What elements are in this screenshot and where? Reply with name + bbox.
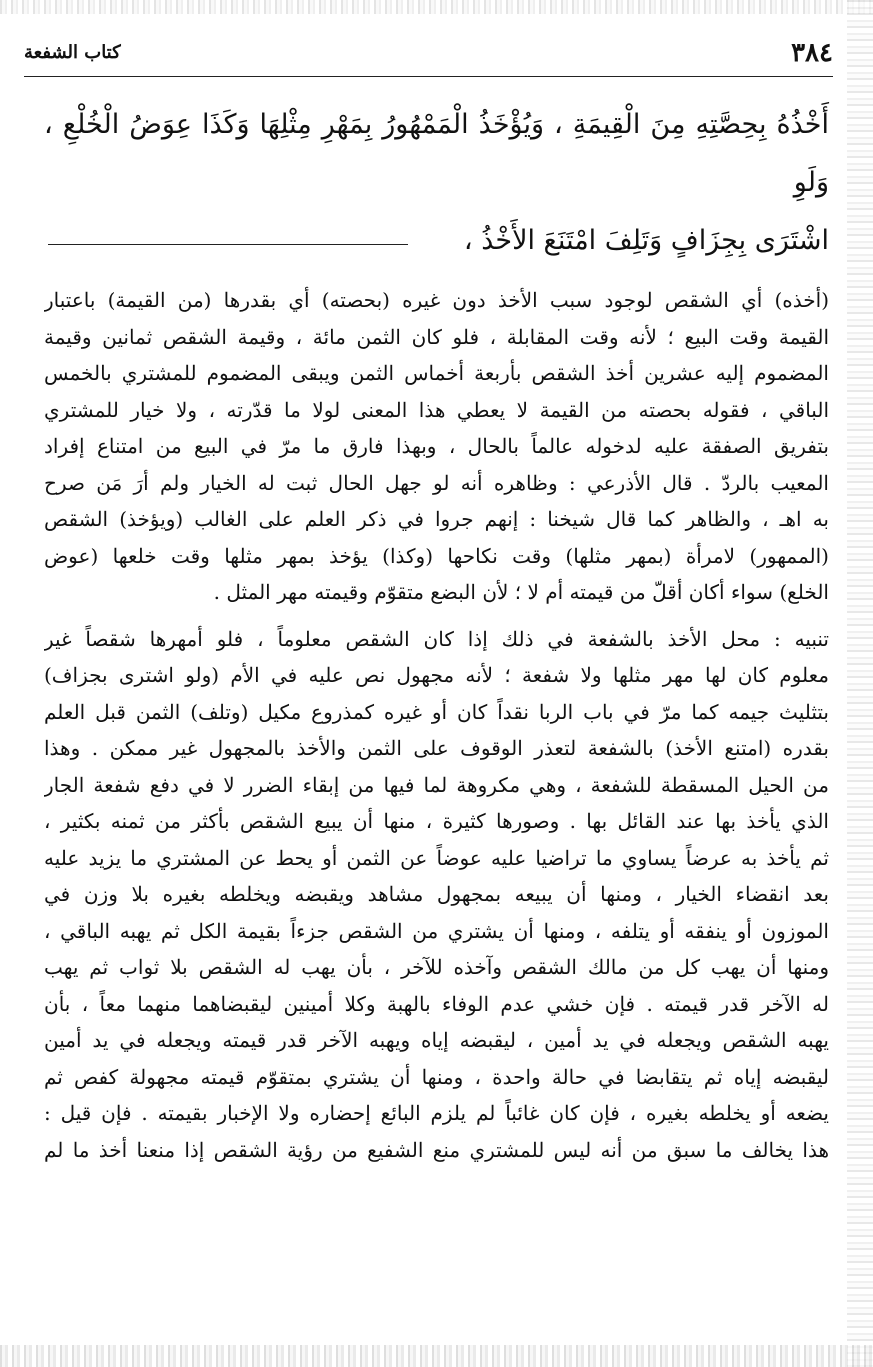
commentary-paragraph-1 xyxy=(44,282,829,611)
text-line: (الممهور) لامرأة (بمهر مثلها) وقت نكاحها (وكذا) يؤخذ بمهر مثلها وقت خلعها (عوض xyxy=(44,543,829,568)
commentary-paragraph-2 xyxy=(44,621,829,1169)
text-line: يضعه أو يخلطه بغيره ، فإن كان غائباً لم يلزم البائع إحضاره ولا الإخبار بقيمته . فإن قيل : xyxy=(44,1101,829,1125)
text-line: معلوم كان لها مهر مثلها ولا شفعة ؛ لأنه مجهول نص عليه في الأم (ولو اشترى بجزاف) xyxy=(44,663,829,687)
commentary-text xyxy=(44,282,829,1168)
text-line: ليقبضه إياه ثم يتقابضا في حالة واحدة ، ومنها أن يشتري بمتقوّم قيمته مجهولة كفص ثم xyxy=(44,1064,829,1089)
paragraph-gap xyxy=(44,611,829,621)
text-line: ثم يأخذ به عرضاً يساوي ما تراضيا عليه عوضاً عن الثمن أو يحط عن المشتري ما يزيد عليه xyxy=(44,845,829,870)
text-line: القيمة وقت البيع ؛ لأنه وقت المقابلة ، فلو كان الثمن مائة ، وقيمة الشقص ثمانين وقيمة xyxy=(44,324,829,349)
text-line: الموزون أو ينفقه أو يتلفه ، ومنها أن يشتري من الشقص جزءاً بقيمة الكل ثم يهبه الباقي ، xyxy=(44,918,829,943)
text-line: تنبيه : محل الأخذ بالشفعة في ذلك إذا كان الشقص معلوماً ، فلو أمهرها شقصاً غير xyxy=(44,626,829,651)
text-line: الذي يأخذ بها عند القائل بها . وصورها كثيرة ، منها أن يبيع الشقص بأكثر من ثمنه بكثير ، xyxy=(44,809,829,833)
text-line: به اهـ ، والظاهر كما قال شيخنا : إنهم جروا في ذكر العلم على الغالب (ويؤخذ) الشقص xyxy=(44,507,829,531)
text-line: هذا يخالف ما سبق من أنه ليس للمشتري منع الشفيع من رؤية الشقص إذا منعنا أخذ ما لم xyxy=(44,1137,829,1162)
text-line: يهبه الشقص ويجعله في يد أمين ، ليقبضه إياه ويهبه الآخر قدر قيمته ويجعله في يد أمين xyxy=(44,1028,829,1052)
text-line: له الآخر قدر قيمته . فإن خشي عدم الوفاء بالهبة وكلا أمينين ليقبضاهما منهما معاً ، بأن xyxy=(44,991,829,1016)
text-line: من الحيل المسقطة للشفعة ، وهي مكروهة لما فيها من إبقاء الضرر لا في دفع شفعة الجار xyxy=(44,772,829,797)
header-rule xyxy=(24,76,833,77)
matn-separator-rule xyxy=(48,244,408,245)
text-line: المضموم إليه عشرين أخذ الشقص بأربعة أخماس الثمن ويبقى المضموم للمشتري بالخمس xyxy=(44,361,829,385)
text-line: ومنها أن يهب كل من مالك الشقص وآخذه للآخر ، بأن يهب له الشقص بلا ثواب ثم يهب xyxy=(44,955,829,979)
page-number: ٣٨٤ xyxy=(791,38,833,68)
matn-line: أَخْذُهُ بِحِصَّتِهِ مِنَ الْقِيمَةِ ، وَيُؤْخَذُ الْمَمْهُورُ بِمَهْرِ مِثْلِهَا وَكَذَا عِوَضُ الْخُلْعِ ، وَلَوِ xyxy=(44,109,829,198)
running-head xyxy=(24,38,833,78)
text-line: بعد انقضاء الخيار ، ومنها أن يبيعه بمجهول مشاهد ويقبضه ويخلطه بغيره بلا وزن في xyxy=(44,882,829,906)
text-line: (أخذه) أي الشقص لوجود سبب الأخذ دون غيره (بحصته) أي بقدرها (من القيمة) باعتبار xyxy=(44,288,829,312)
scan-edge-bottom xyxy=(0,1345,873,1367)
scan-edge-right xyxy=(847,0,873,1367)
scan-edge-top xyxy=(0,0,873,14)
matn-line: اشْتَرَى بِجِزَافٍ وَتَلِفَ امْتَنَعَ الأَخْذُ ، xyxy=(463,225,829,256)
text-line: بتثليث جيمه كما مرّ في باب الربا نقداً كان أو غيره كمذروع مكيل (وتلف) الثمن قبل العلم xyxy=(44,699,829,724)
text-line: المعيب بالردّ . قال الأذرعي : وظاهره أنه لو جهل الحال ثبت له الخيار ولم أرَ مَن صرح xyxy=(44,470,829,495)
running-title: كتاب الشفعة xyxy=(24,42,121,63)
text-line: الباقي ، فقوله بحصته من القيمة لا يعطي هذا المعنى لولا ما قدّرته ، ولا خيار للمشتري xyxy=(44,397,829,422)
text-line: الخلع) سواء أكان أقلّ من قيمته أم لا ؛ لأن البضع متقوّم وقيمته مهر المثل . xyxy=(213,580,829,604)
text-line: بتفريق الصفقة عليه لدخوله عالماً بالحال ، وبهذا فارق ما مرّ في البيع من امتناع إفراد xyxy=(44,434,829,458)
text-line: بقدره (امتنع الأخذ) بالشفعة لتعذر الوقوف على الثمن والأخذ بالمجهول غير ممكن . وهذا xyxy=(44,736,829,760)
